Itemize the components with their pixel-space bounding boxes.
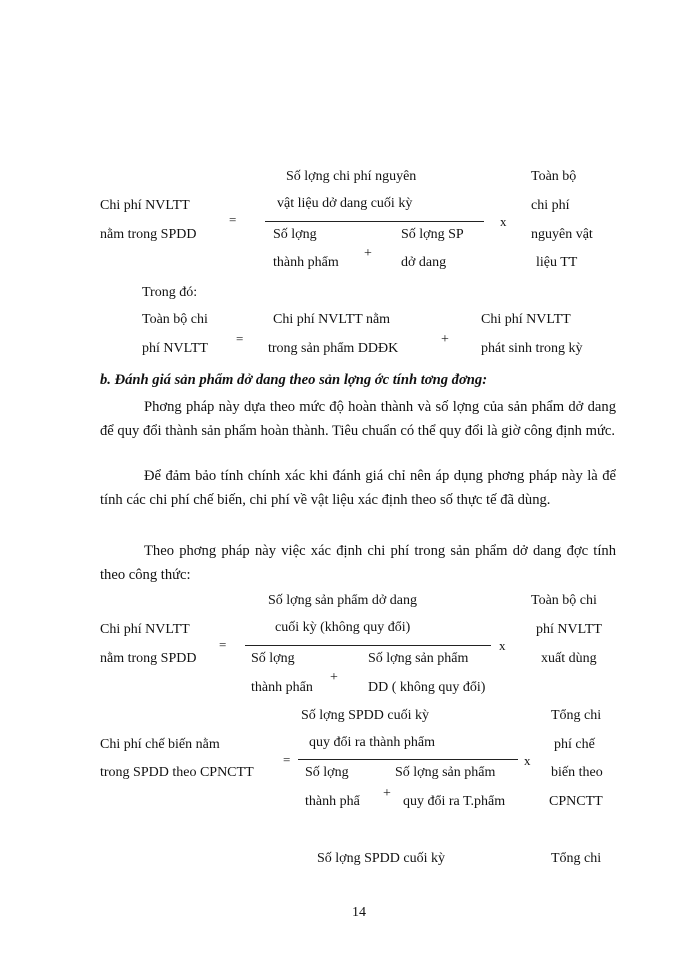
paragraph-3: Theo phơng pháp này việc xác định chi phí trong sản phẩm dở dang đợc tính theo công thức:: [100, 543, 616, 583]
f2-rhs-line3: xuất dùng: [541, 651, 597, 666]
f2-lhs-line1: Chi phí NVLTT: [100, 622, 190, 637]
f1-denominator-b-line2: dở dang: [401, 255, 447, 270]
f2-times-sign: x: [499, 638, 506, 653]
where-lhs-line1: Toàn bộ chi: [142, 312, 208, 327]
f2-rhs-line2: phí NVLTT: [536, 622, 602, 637]
where-label: Trong đó:: [142, 285, 198, 300]
f3-lhs-line1: Chi phí chế biến nằm: [100, 737, 220, 752]
f3-rhs-line2: phí chế: [554, 737, 595, 752]
f1-plus-sign: +: [364, 246, 372, 261]
f1-numerator-line1: Số lợng chi phí nguyên: [286, 169, 417, 184]
f3-denominator-a-line2: thành phẩ: [305, 794, 360, 809]
f2-lhs-line2: nằm trong SPDD: [100, 651, 197, 666]
f2-denominator-a-line1: Số lợng: [251, 651, 295, 666]
f1-lhs-line2: nằm trong SPDD: [100, 227, 197, 242]
f2-equals-sign: =: [219, 637, 227, 652]
f3-denominator-a-line1: Số lợng: [305, 765, 349, 780]
f1-rhs-line3: nguyên vật: [531, 227, 593, 242]
f1-equals-sign: =: [229, 212, 237, 227]
f3-rhs-line3: biến theo: [551, 765, 603, 780]
paragraph-1: Phơng pháp này dựa theo mức độ hoàn thành và số lợng của sản phẩm dở dang để quy đổi thành sản phẩm hoàn thành. Tiêu chuẩn có thể quy đổi là giờ công định mức.: [100, 399, 616, 439]
f3-numerator-line1: Số lợng SPDD cuối kỳ: [301, 708, 429, 723]
f2-denominator-b-line2: DD ( không quy đổi): [368, 680, 486, 695]
where-term2-line1: Chi phí NVLTT: [481, 312, 571, 327]
f3-rhs-line4: CPNCTT: [549, 794, 603, 809]
page-number: 14: [352, 905, 366, 920]
f2-rhs-line1: Toàn bộ chi: [531, 593, 597, 608]
f2-denominator-b-line1: Số lợng sản phẩm: [368, 651, 469, 666]
f3-equals-sign: =: [283, 752, 291, 767]
where-equals-sign: =: [236, 331, 244, 346]
f3-rhs-line1: Tổng chi: [551, 708, 602, 723]
f3-denominator-b-line1: Số lợng sản phẩm: [395, 765, 496, 780]
f3-numerator-line2: quy đổi ra thành phẩm: [309, 735, 435, 750]
f4-numerator-line1: Số lợng SPDD cuối kỳ: [317, 851, 445, 866]
where-term2-line2: phát sinh trong kỳ: [481, 341, 583, 356]
f1-rhs-line1: Toàn bộ: [531, 169, 577, 184]
where-term1-line1: Chi phí NVLTT nằm: [273, 312, 391, 327]
f2-denominator-a-line2: thành phẩn: [251, 680, 313, 695]
f2-fraction-bar: [245, 645, 491, 646]
f3-denominator-b-line2: quy đổi ra T.phẩm: [403, 794, 506, 809]
f1-numerator-line2: vật liệu dở dang cuối kỳ: [277, 196, 413, 211]
f1-denominator-a-line1: Số lợng: [273, 227, 317, 242]
f1-times-sign: x: [500, 214, 507, 229]
where-plus-sign: +: [441, 332, 449, 347]
f3-lhs-line2: trong SPDD theo CPNCTT: [100, 765, 254, 780]
section-heading-b: b. Đánh giá sản phẩm dở dang theo sản lợng ớc tính tơng đơng:: [100, 372, 488, 388]
where-lhs-line2: phí NVLTT: [142, 341, 208, 356]
f1-rhs-line4: liệu TT: [536, 255, 578, 270]
f4-rhs-line1: Tổng chi: [551, 851, 602, 866]
f3-times-sign: x: [524, 753, 531, 768]
f2-numerator-line2: cuối kỳ (không quy đổi): [275, 620, 411, 635]
f2-numerator-line1: Số lợng sản phẩm dở dang: [268, 593, 417, 608]
where-term1-line2: trong sản phẩm DDĐK: [268, 341, 399, 356]
paragraph-2: Để đảm bảo tính chính xác khi đánh giá chỉ nên áp dụng phơng pháp này là để tính các chi phí chế biến, chi phí về vật liệu xác định theo số thực tế đã dùng.: [100, 468, 616, 508]
f3-fraction-bar: [298, 759, 518, 760]
f1-denominator-a-line2: thành phẩm: [273, 255, 339, 270]
f1-lhs-line1: Chi phí NVLTT: [100, 198, 190, 213]
f2-plus-sign: +: [330, 670, 338, 685]
f1-fraction-bar: [265, 221, 484, 222]
f1-denominator-b-line1: Số lợng SP: [401, 227, 464, 242]
f3-plus-sign: +: [383, 786, 391, 801]
f1-rhs-line2: chi phí: [531, 198, 570, 213]
